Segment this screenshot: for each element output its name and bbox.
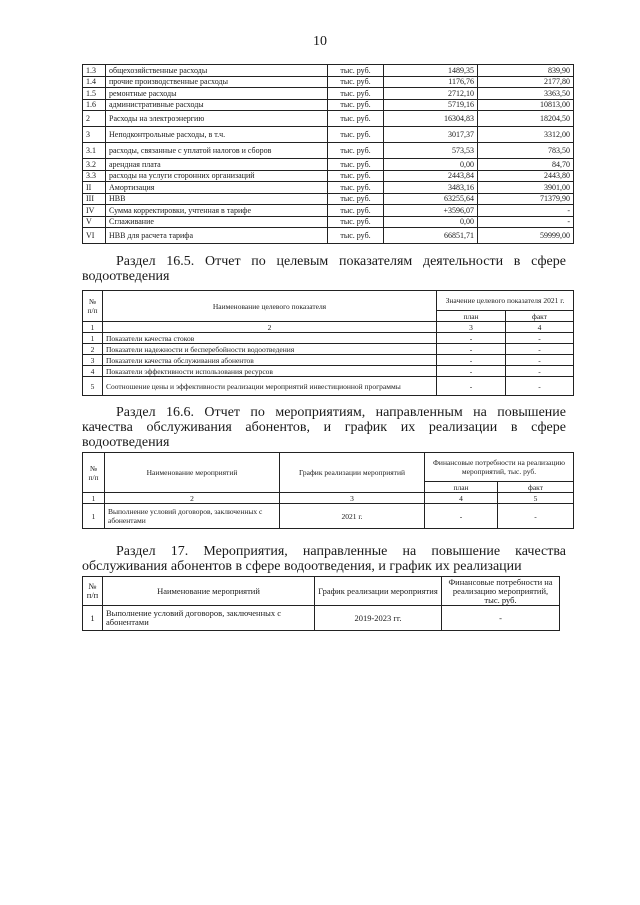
costs-table (82, 64, 574, 244)
table-row (83, 111, 574, 127)
cost-fact: 2443,80 (478, 170, 574, 182)
cost-plan: 3483,16 (384, 182, 478, 194)
cost-unit: тыс. руб. (328, 193, 384, 205)
target-name: Показатели эффективности использования ресурсов (103, 366, 437, 377)
section-16-6-title-line2: качества обслуживания абонентов, и график их реализации в сфере (82, 420, 566, 435)
plan-row-finance: - (442, 606, 560, 631)
cost-fact: 3901,00 (478, 182, 574, 194)
cost-num: 3.1 (83, 143, 106, 159)
cost-plan: 0,00 (384, 159, 478, 171)
cost-unit: тыс. руб. (328, 216, 384, 228)
index-cell: 5 (498, 493, 574, 504)
cost-num: 1.4 (83, 76, 106, 88)
cost-unit: тыс. руб. (328, 65, 384, 77)
target-name: Показатели надежности и бесперебойности водоотведения (103, 344, 437, 355)
cost-fact: 839,90 (478, 65, 574, 77)
cost-name: НВВ для расчета тарифа (106, 228, 328, 244)
cost-num: 3.2 (83, 159, 106, 171)
cost-plan: 1176,76 (384, 76, 478, 88)
index-cell: 1 (83, 322, 103, 333)
plan-header-num: № п/п (83, 577, 103, 606)
measure-name: Выполнение условий договоров, заключенных с абонентами (105, 504, 280, 529)
cost-num: II (83, 182, 106, 194)
target-fact: - (506, 333, 574, 344)
measures-header-plan: план (425, 482, 498, 493)
plan-row-name: Выполнение условий договоров, заключенных с абонентами (103, 606, 315, 631)
cost-fact: 3363,50 (478, 88, 574, 100)
cost-unit: тыс. руб. (328, 159, 384, 171)
table-row (83, 88, 574, 100)
cost-name: Неподконтрольные расходы, в т.ч. (106, 127, 328, 143)
cost-num: 1.5 (83, 88, 106, 100)
measures-header-fact: факт (498, 482, 574, 493)
target-name: Соотношение цены и эффективности реализации мероприятий инвестиционной программы (103, 377, 437, 396)
plan-measures-table (82, 576, 560, 631)
cost-unit: тыс. руб. (328, 99, 384, 111)
cost-unit: тыс. руб. (328, 111, 384, 127)
table-row (83, 193, 574, 205)
cost-fact: - (478, 205, 574, 217)
cost-unit: тыс. руб. (328, 182, 384, 194)
cost-plan: 3017,37 (384, 127, 478, 143)
cost-unit: тыс. руб. (328, 76, 384, 88)
cost-name: общехозяйственные расходы (106, 65, 328, 77)
cost-fact: 2177,80 (478, 76, 574, 88)
measures-header-finance: Финансовые потребности на реализацию мероприятий, тыс. руб. (425, 453, 574, 482)
table-row (83, 205, 574, 217)
cost-unit: тыс. руб. (328, 143, 384, 159)
plan-row-num: 1 (83, 606, 103, 631)
cost-fact: 84,70 (478, 159, 574, 171)
cost-fact: 783,50 (478, 143, 574, 159)
measure-fact: - (498, 504, 574, 529)
target-num: 1 (83, 333, 103, 344)
section-16-6-title-line1: Раздел 16.6. Отчет по мероприятиям, направленным на повышение (116, 405, 566, 420)
index-cell: 1 (83, 493, 105, 504)
target-num: 4 (83, 366, 103, 377)
table-row (83, 377, 574, 396)
cost-name: арендная плата (106, 159, 328, 171)
plan-header-schedule: График реализации мероприятия (315, 577, 442, 606)
targets-header-name: Наименование целевого показателя (103, 291, 437, 322)
cost-name: прочие производственные расходы (106, 76, 328, 88)
targets-header-value: Значение целевого показателя 2021 г. (437, 291, 574, 311)
measures-table (82, 452, 574, 529)
table-row (83, 76, 574, 88)
measure-schedule: 2021 г. (280, 504, 425, 529)
measures-header-schedule: График реализации мероприятий (280, 453, 425, 493)
cost-num: IV (83, 205, 106, 217)
cost-plan: 16304,83 (384, 111, 478, 127)
cost-plan: +3596,07 (384, 205, 478, 217)
measure-num: 1 (83, 504, 105, 529)
targets-index-row (83, 322, 574, 333)
cost-plan: 573,53 (384, 143, 478, 159)
table-row (83, 228, 574, 244)
table-row (83, 366, 574, 377)
table-row (83, 606, 560, 631)
cost-name: Сумма корректировки, учтенная в тарифе (106, 205, 328, 217)
section-17-title-line2: обслуживания абонентов в сфере водоотведения, и график их реализации (82, 559, 522, 574)
cost-unit: тыс. руб. (328, 88, 384, 100)
table-row (83, 216, 574, 228)
table-row (83, 344, 574, 355)
table-row (83, 127, 574, 143)
measures-header-name: Наименование мероприятий (105, 453, 280, 493)
section-17-title (82, 544, 566, 574)
target-plan: - (437, 344, 506, 355)
table-row (83, 65, 574, 77)
section-17-title-line1: Раздел 17. Мероприятия, направленные на повышение качества (116, 544, 566, 559)
cost-num: III (83, 193, 106, 205)
index-cell: 4 (506, 322, 574, 333)
section-16-5-title-line1: Раздел 16.5. Отчет по целевым показателям деятельности в сфере (116, 254, 566, 269)
section-16-5-title (82, 254, 566, 284)
cost-name: расходы на услуги сторонних организаций (106, 170, 328, 182)
cost-name: ремонтные расходы (106, 88, 328, 100)
cost-name: Сглаживание (106, 216, 328, 228)
target-name: Показатели качества обслуживания абонентов (103, 355, 437, 366)
index-cell: 4 (425, 493, 498, 504)
cost-unit: тыс. руб. (328, 127, 384, 143)
section-16-6-title-line3: водоотведения (82, 435, 170, 450)
targets-table (82, 290, 574, 396)
cost-plan: 1489,35 (384, 65, 478, 77)
cost-unit: тыс. руб. (328, 170, 384, 182)
index-cell: 3 (280, 493, 425, 504)
measure-plan: - (425, 504, 498, 529)
target-plan: - (437, 366, 506, 377)
table-row (83, 99, 574, 111)
cost-plan: 0,00 (384, 216, 478, 228)
cost-plan: 66851,71 (384, 228, 478, 244)
targets-header-fact: факт (506, 311, 574, 322)
table-row (83, 143, 574, 159)
target-num: 5 (83, 377, 103, 396)
cost-fact: 10813,00 (478, 99, 574, 111)
table-row (83, 159, 574, 171)
targets-header-plan: план (437, 311, 506, 322)
target-plan: - (437, 355, 506, 366)
cost-num: 3.3 (83, 170, 106, 182)
target-name: Показатели качества стоков (103, 333, 437, 344)
measures-header-num: № п/п (83, 453, 105, 493)
targets-header-num: № п/п (83, 291, 103, 322)
cost-name: НВВ (106, 193, 328, 205)
table-row (83, 333, 574, 344)
cost-unit: тыс. руб. (328, 228, 384, 244)
measures-index-row (83, 493, 574, 504)
target-plan: - (437, 377, 506, 396)
cost-fact: 71379,90 (478, 193, 574, 205)
cost-num: 1.6 (83, 99, 106, 111)
cost-num: VI (83, 228, 106, 244)
cost-fact: - (478, 216, 574, 228)
page-number: 10 (313, 34, 327, 49)
section-16-6-title (82, 405, 566, 450)
cost-name: расходы, связанные с уплатой налогов и сборов (106, 143, 328, 159)
cost-plan: 5719,16 (384, 99, 478, 111)
target-fact: - (506, 344, 574, 355)
index-cell: 2 (105, 493, 280, 504)
target-num: 3 (83, 355, 103, 366)
index-cell: 2 (103, 322, 437, 333)
cost-plan: 2712,10 (384, 88, 478, 100)
cost-fact: 3312,00 (478, 127, 574, 143)
cost-name: Расходы на электроэнергию (106, 111, 328, 127)
target-plan: - (437, 333, 506, 344)
cost-name: Амортизация (106, 182, 328, 194)
cost-plan: 2443,84 (384, 170, 478, 182)
cost-num: 2 (83, 111, 106, 127)
cost-unit: тыс. руб. (328, 205, 384, 217)
target-fact: - (506, 355, 574, 366)
cost-num: 3 (83, 127, 106, 143)
cost-fact: 18204,50 (478, 111, 574, 127)
plan-header-finance: Финансовые потребности на реализацию мероприятий, тыс. руб. (442, 577, 560, 606)
cost-fact: 59999,00 (478, 228, 574, 244)
plan-row-schedule: 2019-2023 гг. (315, 606, 442, 631)
table-row (83, 170, 574, 182)
index-cell: 3 (437, 322, 506, 333)
cost-name: административные расходы (106, 99, 328, 111)
cost-num: 1.3 (83, 65, 106, 77)
target-num: 2 (83, 344, 103, 355)
table-row (83, 182, 574, 194)
plan-header-name: Наименование мероприятий (103, 577, 315, 606)
cost-plan: 63255,64 (384, 193, 478, 205)
section-16-5-title-line2: водоотведения (82, 269, 170, 284)
target-fact: - (506, 366, 574, 377)
target-fact: - (506, 377, 574, 396)
table-row (83, 504, 574, 529)
cost-num: V (83, 216, 106, 228)
table-row (83, 355, 574, 366)
